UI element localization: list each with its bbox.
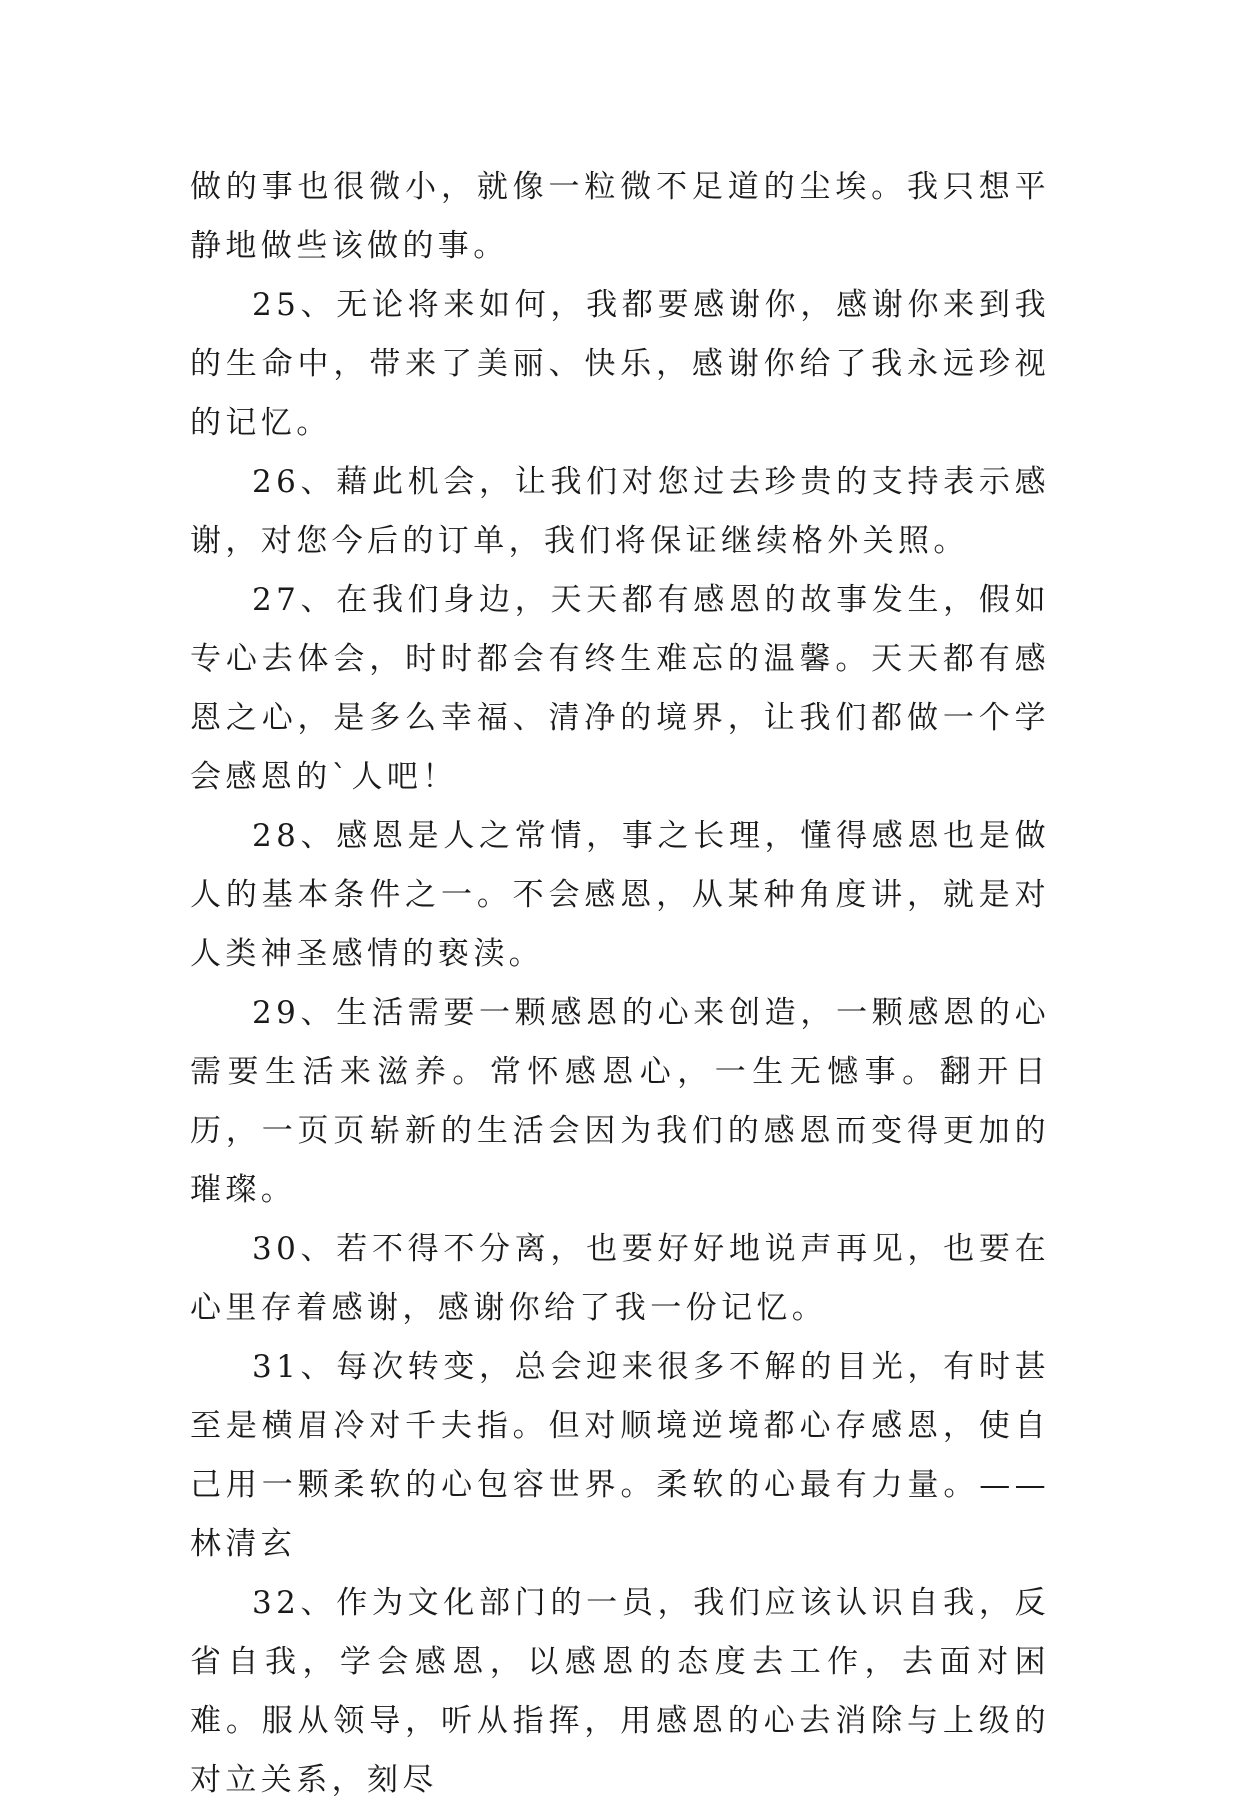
paragraph-item-32: 32、作为文化部门的一员，我们应该认识自我，反省自我，学会感恩，以感恩的态度去工作，去面对困难。服从领导，听从指挥，用感恩的心去消除与上级的对立关系，刻尽 [190, 1585, 1050, 1798]
paragraph-item-25: 25、无论将来如何，我都要感谢你，感谢你来到我的生命中，带来了美丽、快乐，感谢你给了我永远珍视的记忆。 [190, 287, 1050, 441]
paragraph-item-26: 26、藉此机会，让我们对您过去珍贵的支持表示感谢，对您今后的订单，我们将保证继续格外关照。 [190, 464, 1050, 559]
paragraph-item-27: 27、在我们身边，天天都有感恩的故事发生，假如专心去体会，时时都会有终生难忘的温馨。天天都有感恩之心，是多么幸福、清净的境界，让我们都做一个学会感恩的`人吧！ [190, 582, 1050, 795]
document-body [190, 158, 1050, 1810]
paragraph-item-28: 28、感恩是人之常情，事之长理，懂得感恩也是做人的基本条件之一。不会感恩，从某种角度讲，就是对人类神圣感情的亵渎。 [190, 818, 1050, 972]
paragraph-item-30: 30、若不得不分离，也要好好地说声再见，也要在心里存着感谢，感谢你给了我一份记忆。 [190, 1231, 1050, 1326]
paragraph-item-29: 29、生活需要一颗感恩的心来创造，一颗感恩的心需要生活来滋养。常怀感恩心，一生无憾事。翻开日历，一页页崭新的生活会因为我们的感恩而变得更加的璀璨。 [190, 995, 1050, 1208]
paragraph-continuation: 做的事也很微小，就像一粒微不足道的尘埃。我只想平静地做些该做的事。 [190, 169, 1050, 264]
paragraph-item-31: 31、每次转变，总会迎来很多不解的目光，有时甚至是横眉冷对千夫指。但对顺境逆境都心存感恩，使自己用一颗柔软的心包容世界。柔软的心最有力量。——林清玄 [190, 1349, 1050, 1562]
